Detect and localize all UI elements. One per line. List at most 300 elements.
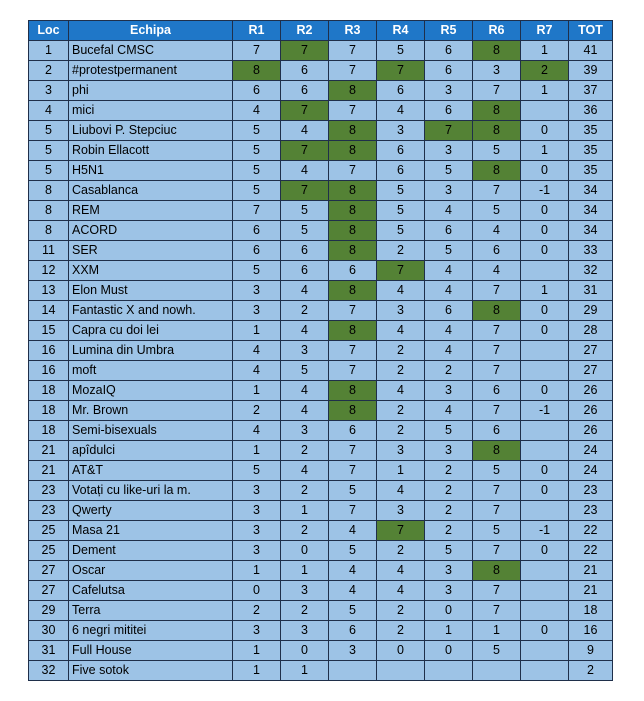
- rank-cell[interactable]: 31: [29, 641, 69, 661]
- team-cell[interactable]: AT&T: [69, 461, 233, 481]
- total-cell[interactable]: 23: [569, 501, 613, 521]
- round-7-cell[interactable]: 1: [521, 81, 569, 101]
- round-7-cell[interactable]: [521, 341, 569, 361]
- round-6-cell[interactable]: 7: [473, 281, 521, 301]
- header-tot[interactable]: TOT: [569, 21, 613, 41]
- round-6-cell[interactable]: 5: [473, 641, 521, 661]
- round-2-cell[interactable]: 2: [281, 441, 329, 461]
- round-5-cell[interactable]: 4: [425, 401, 473, 421]
- round-2-cell[interactable]: 4: [281, 401, 329, 421]
- round-2-cell[interactable]: 6: [281, 261, 329, 281]
- round-6-cell[interactable]: 5: [473, 141, 521, 161]
- round-1-cell[interactable]: 1: [233, 381, 281, 401]
- round-1-cell[interactable]: 4: [233, 361, 281, 381]
- round-6-cell[interactable]: 7: [473, 581, 521, 601]
- round-4-cell[interactable]: 4: [377, 581, 425, 601]
- team-cell[interactable]: XXM: [69, 261, 233, 281]
- round-4-cell[interactable]: 2: [377, 341, 425, 361]
- round-4-cell[interactable]: 6: [377, 81, 425, 101]
- round-3-cell[interactable]: 8: [329, 321, 377, 341]
- round-3-cell[interactable]: 6: [329, 621, 377, 641]
- round-6-cell[interactable]: 8: [473, 41, 521, 61]
- round-6-cell[interactable]: [473, 661, 521, 681]
- round-5-cell[interactable]: 3: [425, 181, 473, 201]
- total-cell[interactable]: 9: [569, 641, 613, 661]
- round-1-cell[interactable]: 7: [233, 41, 281, 61]
- round-5-cell[interactable]: 4: [425, 321, 473, 341]
- rank-cell[interactable]: 21: [29, 441, 69, 461]
- total-cell[interactable]: 28: [569, 321, 613, 341]
- round-6-cell[interactable]: 4: [473, 221, 521, 241]
- round-4-cell[interactable]: 7: [377, 521, 425, 541]
- round-2-cell[interactable]: 1: [281, 501, 329, 521]
- round-2-cell[interactable]: 5: [281, 221, 329, 241]
- round-1-cell[interactable]: 0: [233, 581, 281, 601]
- team-cell[interactable]: moft: [69, 361, 233, 381]
- round-1-cell[interactable]: 5: [233, 141, 281, 161]
- round-4-cell[interactable]: 1: [377, 461, 425, 481]
- round-2-cell[interactable]: 4: [281, 381, 329, 401]
- round-5-cell[interactable]: 0: [425, 601, 473, 621]
- round-2-cell[interactable]: 4: [281, 161, 329, 181]
- round-6-cell[interactable]: 5: [473, 521, 521, 541]
- round-4-cell[interactable]: 4: [377, 481, 425, 501]
- round-6-cell[interactable]: 8: [473, 301, 521, 321]
- round-4-cell[interactable]: 2: [377, 421, 425, 441]
- round-5-cell[interactable]: 2: [425, 481, 473, 501]
- round-6-cell[interactable]: 1: [473, 621, 521, 641]
- round-5-cell[interactable]: 5: [425, 541, 473, 561]
- total-cell[interactable]: 41: [569, 41, 613, 61]
- round-7-cell[interactable]: 1: [521, 281, 569, 301]
- round-5-cell[interactable]: 4: [425, 201, 473, 221]
- total-cell[interactable]: 31: [569, 281, 613, 301]
- round-6-cell[interactable]: 7: [473, 341, 521, 361]
- round-1-cell[interactable]: 6: [233, 81, 281, 101]
- rank-cell[interactable]: 27: [29, 581, 69, 601]
- round-4-cell[interactable]: 2: [377, 601, 425, 621]
- round-5-cell[interactable]: 4: [425, 341, 473, 361]
- rank-cell[interactable]: 8: [29, 181, 69, 201]
- round-7-cell[interactable]: 0: [521, 381, 569, 401]
- round-2-cell[interactable]: 4: [281, 121, 329, 141]
- round-4-cell[interactable]: 7: [377, 61, 425, 81]
- round-4-cell[interactable]: 4: [377, 101, 425, 121]
- round-4-cell[interactable]: 2: [377, 361, 425, 381]
- round-4-cell[interactable]: 5: [377, 181, 425, 201]
- round-4-cell[interactable]: 2: [377, 241, 425, 261]
- round-6-cell[interactable]: 8: [473, 561, 521, 581]
- header-r3[interactable]: R3: [329, 21, 377, 41]
- round-1-cell[interactable]: 5: [233, 261, 281, 281]
- round-5-cell[interactable]: 3: [425, 381, 473, 401]
- header-loc[interactable]: Loc: [29, 21, 69, 41]
- round-6-cell[interactable]: 7: [473, 81, 521, 101]
- rank-cell[interactable]: 32: [29, 661, 69, 681]
- round-6-cell[interactable]: 6: [473, 241, 521, 261]
- round-4-cell[interactable]: 2: [377, 401, 425, 421]
- round-2-cell[interactable]: 0: [281, 541, 329, 561]
- team-cell[interactable]: mici: [69, 101, 233, 121]
- round-4-cell[interactable]: 3: [377, 441, 425, 461]
- total-cell[interactable]: 26: [569, 381, 613, 401]
- round-1-cell[interactable]: 4: [233, 101, 281, 121]
- team-cell[interactable]: SER: [69, 241, 233, 261]
- team-cell[interactable]: H5N1: [69, 161, 233, 181]
- round-1-cell[interactable]: 3: [233, 301, 281, 321]
- round-3-cell[interactable]: 8: [329, 281, 377, 301]
- round-7-cell[interactable]: 1: [521, 141, 569, 161]
- rank-cell[interactable]: 3: [29, 81, 69, 101]
- round-1-cell[interactable]: 3: [233, 481, 281, 501]
- round-7-cell[interactable]: -1: [521, 181, 569, 201]
- round-7-cell[interactable]: 0: [521, 621, 569, 641]
- team-cell[interactable]: Qwerty: [69, 501, 233, 521]
- round-4-cell[interactable]: 3: [377, 121, 425, 141]
- round-3-cell[interactable]: 8: [329, 81, 377, 101]
- round-7-cell[interactable]: 2: [521, 61, 569, 81]
- round-2-cell[interactable]: 3: [281, 621, 329, 641]
- round-1-cell[interactable]: 6: [233, 221, 281, 241]
- round-5-cell[interactable]: 5: [425, 421, 473, 441]
- round-3-cell[interactable]: 6: [329, 261, 377, 281]
- round-7-cell[interactable]: [521, 641, 569, 661]
- round-7-cell[interactable]: 0: [521, 161, 569, 181]
- rank-cell[interactable]: 27: [29, 561, 69, 581]
- team-cell[interactable]: Votați cu like-uri la m.: [69, 481, 233, 501]
- round-7-cell[interactable]: 0: [521, 541, 569, 561]
- total-cell[interactable]: 37: [569, 81, 613, 101]
- round-1-cell[interactable]: 5: [233, 181, 281, 201]
- round-7-cell[interactable]: 1: [521, 41, 569, 61]
- team-cell[interactable]: Robin Ellacott: [69, 141, 233, 161]
- round-6-cell[interactable]: 5: [473, 461, 521, 481]
- round-4-cell[interactable]: 0: [377, 641, 425, 661]
- header-r1[interactable]: R1: [233, 21, 281, 41]
- team-cell[interactable]: 6 negri mititei: [69, 621, 233, 641]
- total-cell[interactable]: 34: [569, 201, 613, 221]
- round-4-cell[interactable]: 5: [377, 221, 425, 241]
- round-5-cell[interactable]: 1: [425, 621, 473, 641]
- round-5-cell[interactable]: 2: [425, 521, 473, 541]
- total-cell[interactable]: 35: [569, 161, 613, 181]
- round-3-cell[interactable]: 7: [329, 361, 377, 381]
- round-3-cell[interactable]: 5: [329, 541, 377, 561]
- team-cell[interactable]: Masa 21: [69, 521, 233, 541]
- round-7-cell[interactable]: -1: [521, 401, 569, 421]
- round-3-cell[interactable]: 4: [329, 581, 377, 601]
- round-2-cell[interactable]: 4: [281, 461, 329, 481]
- round-4-cell[interactable]: 5: [377, 201, 425, 221]
- round-7-cell[interactable]: [521, 261, 569, 281]
- round-7-cell[interactable]: 0: [521, 481, 569, 501]
- round-4-cell[interactable]: 3: [377, 501, 425, 521]
- round-2-cell[interactable]: 7: [281, 141, 329, 161]
- round-1-cell[interactable]: 4: [233, 421, 281, 441]
- round-6-cell[interactable]: 7: [473, 541, 521, 561]
- round-1-cell[interactable]: 3: [233, 281, 281, 301]
- rank-cell[interactable]: 25: [29, 541, 69, 561]
- round-7-cell[interactable]: 0: [521, 221, 569, 241]
- round-4-cell[interactable]: 2: [377, 621, 425, 641]
- round-3-cell[interactable]: 7: [329, 161, 377, 181]
- round-1-cell[interactable]: 8: [233, 61, 281, 81]
- total-cell[interactable]: 21: [569, 581, 613, 601]
- round-3-cell[interactable]: 8: [329, 221, 377, 241]
- round-6-cell[interactable]: 4: [473, 261, 521, 281]
- round-7-cell[interactable]: [521, 601, 569, 621]
- round-7-cell[interactable]: 0: [521, 121, 569, 141]
- round-5-cell[interactable]: 7: [425, 121, 473, 141]
- rank-cell[interactable]: 30: [29, 621, 69, 641]
- round-7-cell[interactable]: [521, 441, 569, 461]
- round-2-cell[interactable]: 6: [281, 81, 329, 101]
- total-cell[interactable]: 32: [569, 261, 613, 281]
- round-6-cell[interactable]: 8: [473, 441, 521, 461]
- round-1-cell[interactable]: 3: [233, 521, 281, 541]
- round-5-cell[interactable]: 6: [425, 41, 473, 61]
- round-2-cell[interactable]: 3: [281, 581, 329, 601]
- total-cell[interactable]: 35: [569, 141, 613, 161]
- total-cell[interactable]: 24: [569, 461, 613, 481]
- round-2-cell[interactable]: 4: [281, 321, 329, 341]
- round-5-cell[interactable]: 6: [425, 101, 473, 121]
- team-cell[interactable]: MozaIQ: [69, 381, 233, 401]
- rank-cell[interactable]: 18: [29, 421, 69, 441]
- total-cell[interactable]: 39: [569, 61, 613, 81]
- total-cell[interactable]: 34: [569, 221, 613, 241]
- round-3-cell[interactable]: 7: [329, 501, 377, 521]
- rank-cell[interactable]: 18: [29, 401, 69, 421]
- round-4-cell[interactable]: 6: [377, 141, 425, 161]
- round-7-cell[interactable]: [521, 501, 569, 521]
- round-5-cell[interactable]: 2: [425, 501, 473, 521]
- rank-cell[interactable]: 18: [29, 381, 69, 401]
- round-6-cell[interactable]: 7: [473, 601, 521, 621]
- round-7-cell[interactable]: [521, 101, 569, 121]
- round-7-cell[interactable]: [521, 581, 569, 601]
- rank-cell[interactable]: 8: [29, 201, 69, 221]
- round-2-cell[interactable]: 5: [281, 201, 329, 221]
- round-2-cell[interactable]: 6: [281, 241, 329, 261]
- header-r6[interactable]: R6: [473, 21, 521, 41]
- total-cell[interactable]: 22: [569, 541, 613, 561]
- rank-cell[interactable]: 23: [29, 501, 69, 521]
- total-cell[interactable]: 27: [569, 361, 613, 381]
- round-3-cell[interactable]: 7: [329, 301, 377, 321]
- round-1-cell[interactable]: 5: [233, 121, 281, 141]
- round-6-cell[interactable]: 7: [473, 321, 521, 341]
- round-3-cell[interactable]: 7: [329, 341, 377, 361]
- round-3-cell[interactable]: 7: [329, 41, 377, 61]
- round-2-cell[interactable]: 6: [281, 61, 329, 81]
- round-1-cell[interactable]: 1: [233, 441, 281, 461]
- round-3-cell[interactable]: 8: [329, 141, 377, 161]
- round-3-cell[interactable]: 7: [329, 461, 377, 481]
- total-cell[interactable]: 34: [569, 181, 613, 201]
- rank-cell[interactable]: 1: [29, 41, 69, 61]
- round-2-cell[interactable]: 2: [281, 301, 329, 321]
- round-6-cell[interactable]: 5: [473, 201, 521, 221]
- round-2-cell[interactable]: 5: [281, 361, 329, 381]
- round-3-cell[interactable]: 8: [329, 401, 377, 421]
- round-1-cell[interactable]: 5: [233, 461, 281, 481]
- team-cell[interactable]: Elon Must: [69, 281, 233, 301]
- team-cell[interactable]: REM: [69, 201, 233, 221]
- round-1-cell[interactable]: 3: [233, 621, 281, 641]
- round-3-cell[interactable]: 7: [329, 441, 377, 461]
- round-5-cell[interactable]: 6: [425, 61, 473, 81]
- round-7-cell[interactable]: [521, 361, 569, 381]
- round-4-cell[interactable]: 4: [377, 381, 425, 401]
- team-cell[interactable]: Bucefal CMSC: [69, 41, 233, 61]
- round-7-cell[interactable]: 0: [521, 321, 569, 341]
- round-1-cell[interactable]: 1: [233, 661, 281, 681]
- team-cell[interactable]: Dement: [69, 541, 233, 561]
- round-1-cell[interactable]: 1: [233, 641, 281, 661]
- round-3-cell[interactable]: 5: [329, 481, 377, 501]
- total-cell[interactable]: 16: [569, 621, 613, 641]
- round-5-cell[interactable]: 5: [425, 161, 473, 181]
- round-4-cell[interactable]: 2: [377, 541, 425, 561]
- rank-cell[interactable]: 5: [29, 161, 69, 181]
- team-cell[interactable]: Mr. Brown: [69, 401, 233, 421]
- round-5-cell[interactable]: 4: [425, 261, 473, 281]
- total-cell[interactable]: 18: [569, 601, 613, 621]
- team-cell[interactable]: Casablanca: [69, 181, 233, 201]
- round-1-cell[interactable]: 2: [233, 401, 281, 421]
- round-6-cell[interactable]: 3: [473, 61, 521, 81]
- round-4-cell[interactable]: 4: [377, 281, 425, 301]
- round-2-cell[interactable]: 7: [281, 101, 329, 121]
- round-3-cell[interactable]: 8: [329, 201, 377, 221]
- team-cell[interactable]: Capra cu doi lei: [69, 321, 233, 341]
- round-5-cell[interactable]: 3: [425, 561, 473, 581]
- round-7-cell[interactable]: 0: [521, 201, 569, 221]
- round-3-cell[interactable]: [329, 661, 377, 681]
- round-6-cell[interactable]: 7: [473, 361, 521, 381]
- rank-cell[interactable]: 5: [29, 141, 69, 161]
- round-7-cell[interactable]: 0: [521, 301, 569, 321]
- team-cell[interactable]: #protestpermanent: [69, 61, 233, 81]
- team-cell[interactable]: Oscar: [69, 561, 233, 581]
- rank-cell[interactable]: 5: [29, 121, 69, 141]
- total-cell[interactable]: 24: [569, 441, 613, 461]
- round-7-cell[interactable]: [521, 561, 569, 581]
- total-cell[interactable]: 27: [569, 341, 613, 361]
- total-cell[interactable]: 29: [569, 301, 613, 321]
- round-2-cell[interactable]: 2: [281, 601, 329, 621]
- round-1-cell[interactable]: 5: [233, 161, 281, 181]
- round-3-cell[interactable]: 8: [329, 181, 377, 201]
- round-1-cell[interactable]: 3: [233, 541, 281, 561]
- header-r2[interactable]: R2: [281, 21, 329, 41]
- round-4-cell[interactable]: 7: [377, 261, 425, 281]
- round-5-cell[interactable]: 2: [425, 461, 473, 481]
- round-6-cell[interactable]: 8: [473, 121, 521, 141]
- round-2-cell[interactable]: 2: [281, 481, 329, 501]
- rank-cell[interactable]: 11: [29, 241, 69, 261]
- rank-cell[interactable]: 23: [29, 481, 69, 501]
- round-1-cell[interactable]: 4: [233, 341, 281, 361]
- round-4-cell[interactable]: 5: [377, 41, 425, 61]
- header-team[interactable]: Echipa: [69, 21, 233, 41]
- rank-cell[interactable]: 12: [29, 261, 69, 281]
- round-3-cell[interactable]: 4: [329, 561, 377, 581]
- rank-cell[interactable]: 2: [29, 61, 69, 81]
- team-cell[interactable]: Fantastic X and nowh.: [69, 301, 233, 321]
- team-cell[interactable]: Cafelutsa: [69, 581, 233, 601]
- rank-cell[interactable]: 29: [29, 601, 69, 621]
- total-cell[interactable]: 22: [569, 521, 613, 541]
- team-cell[interactable]: Five sotok: [69, 661, 233, 681]
- rank-cell[interactable]: 15: [29, 321, 69, 341]
- round-6-cell[interactable]: 6: [473, 421, 521, 441]
- round-1-cell[interactable]: 2: [233, 601, 281, 621]
- round-6-cell[interactable]: 6: [473, 381, 521, 401]
- rank-cell[interactable]: 16: [29, 341, 69, 361]
- rank-cell[interactable]: 8: [29, 221, 69, 241]
- rank-cell[interactable]: 25: [29, 521, 69, 541]
- header-r5[interactable]: R5: [425, 21, 473, 41]
- round-6-cell[interactable]: 7: [473, 501, 521, 521]
- round-7-cell[interactable]: [521, 421, 569, 441]
- round-5-cell[interactable]: 3: [425, 141, 473, 161]
- round-1-cell[interactable]: 7: [233, 201, 281, 221]
- total-cell[interactable]: 26: [569, 401, 613, 421]
- team-cell[interactable]: Terra: [69, 601, 233, 621]
- round-5-cell[interactable]: 4: [425, 281, 473, 301]
- round-5-cell[interactable]: 3: [425, 441, 473, 461]
- round-6-cell[interactable]: 7: [473, 481, 521, 501]
- total-cell[interactable]: 35: [569, 121, 613, 141]
- round-3-cell[interactable]: 5: [329, 601, 377, 621]
- team-cell[interactable]: Semi-bisexuals: [69, 421, 233, 441]
- rank-cell[interactable]: 14: [29, 301, 69, 321]
- round-5-cell[interactable]: 3: [425, 581, 473, 601]
- round-3-cell[interactable]: 8: [329, 121, 377, 141]
- total-cell[interactable]: 2: [569, 661, 613, 681]
- round-3-cell[interactable]: 6: [329, 421, 377, 441]
- team-cell[interactable]: phi: [69, 81, 233, 101]
- round-4-cell[interactable]: 4: [377, 321, 425, 341]
- round-3-cell[interactable]: 7: [329, 101, 377, 121]
- round-4-cell[interactable]: 3: [377, 301, 425, 321]
- round-3-cell[interactable]: 3: [329, 641, 377, 661]
- round-7-cell[interactable]: [521, 661, 569, 681]
- total-cell[interactable]: 23: [569, 481, 613, 501]
- round-3-cell[interactable]: 8: [329, 381, 377, 401]
- round-5-cell[interactable]: 5: [425, 241, 473, 261]
- total-cell[interactable]: 21: [569, 561, 613, 581]
- round-2-cell[interactable]: 0: [281, 641, 329, 661]
- round-7-cell[interactable]: -1: [521, 521, 569, 541]
- round-4-cell[interactable]: [377, 661, 425, 681]
- team-cell[interactable]: Lumina din Umbra: [69, 341, 233, 361]
- round-5-cell[interactable]: 6: [425, 221, 473, 241]
- round-6-cell[interactable]: 7: [473, 181, 521, 201]
- header-r4[interactable]: R4: [377, 21, 425, 41]
- rank-cell[interactable]: 13: [29, 281, 69, 301]
- round-6-cell[interactable]: 7: [473, 401, 521, 421]
- round-3-cell[interactable]: 4: [329, 521, 377, 541]
- round-2-cell[interactable]: 7: [281, 181, 329, 201]
- team-cell[interactable]: Full House: [69, 641, 233, 661]
- round-1-cell[interactable]: 3: [233, 501, 281, 521]
- header-r7[interactable]: R7: [521, 21, 569, 41]
- round-2-cell[interactable]: 3: [281, 341, 329, 361]
- round-7-cell[interactable]: 0: [521, 461, 569, 481]
